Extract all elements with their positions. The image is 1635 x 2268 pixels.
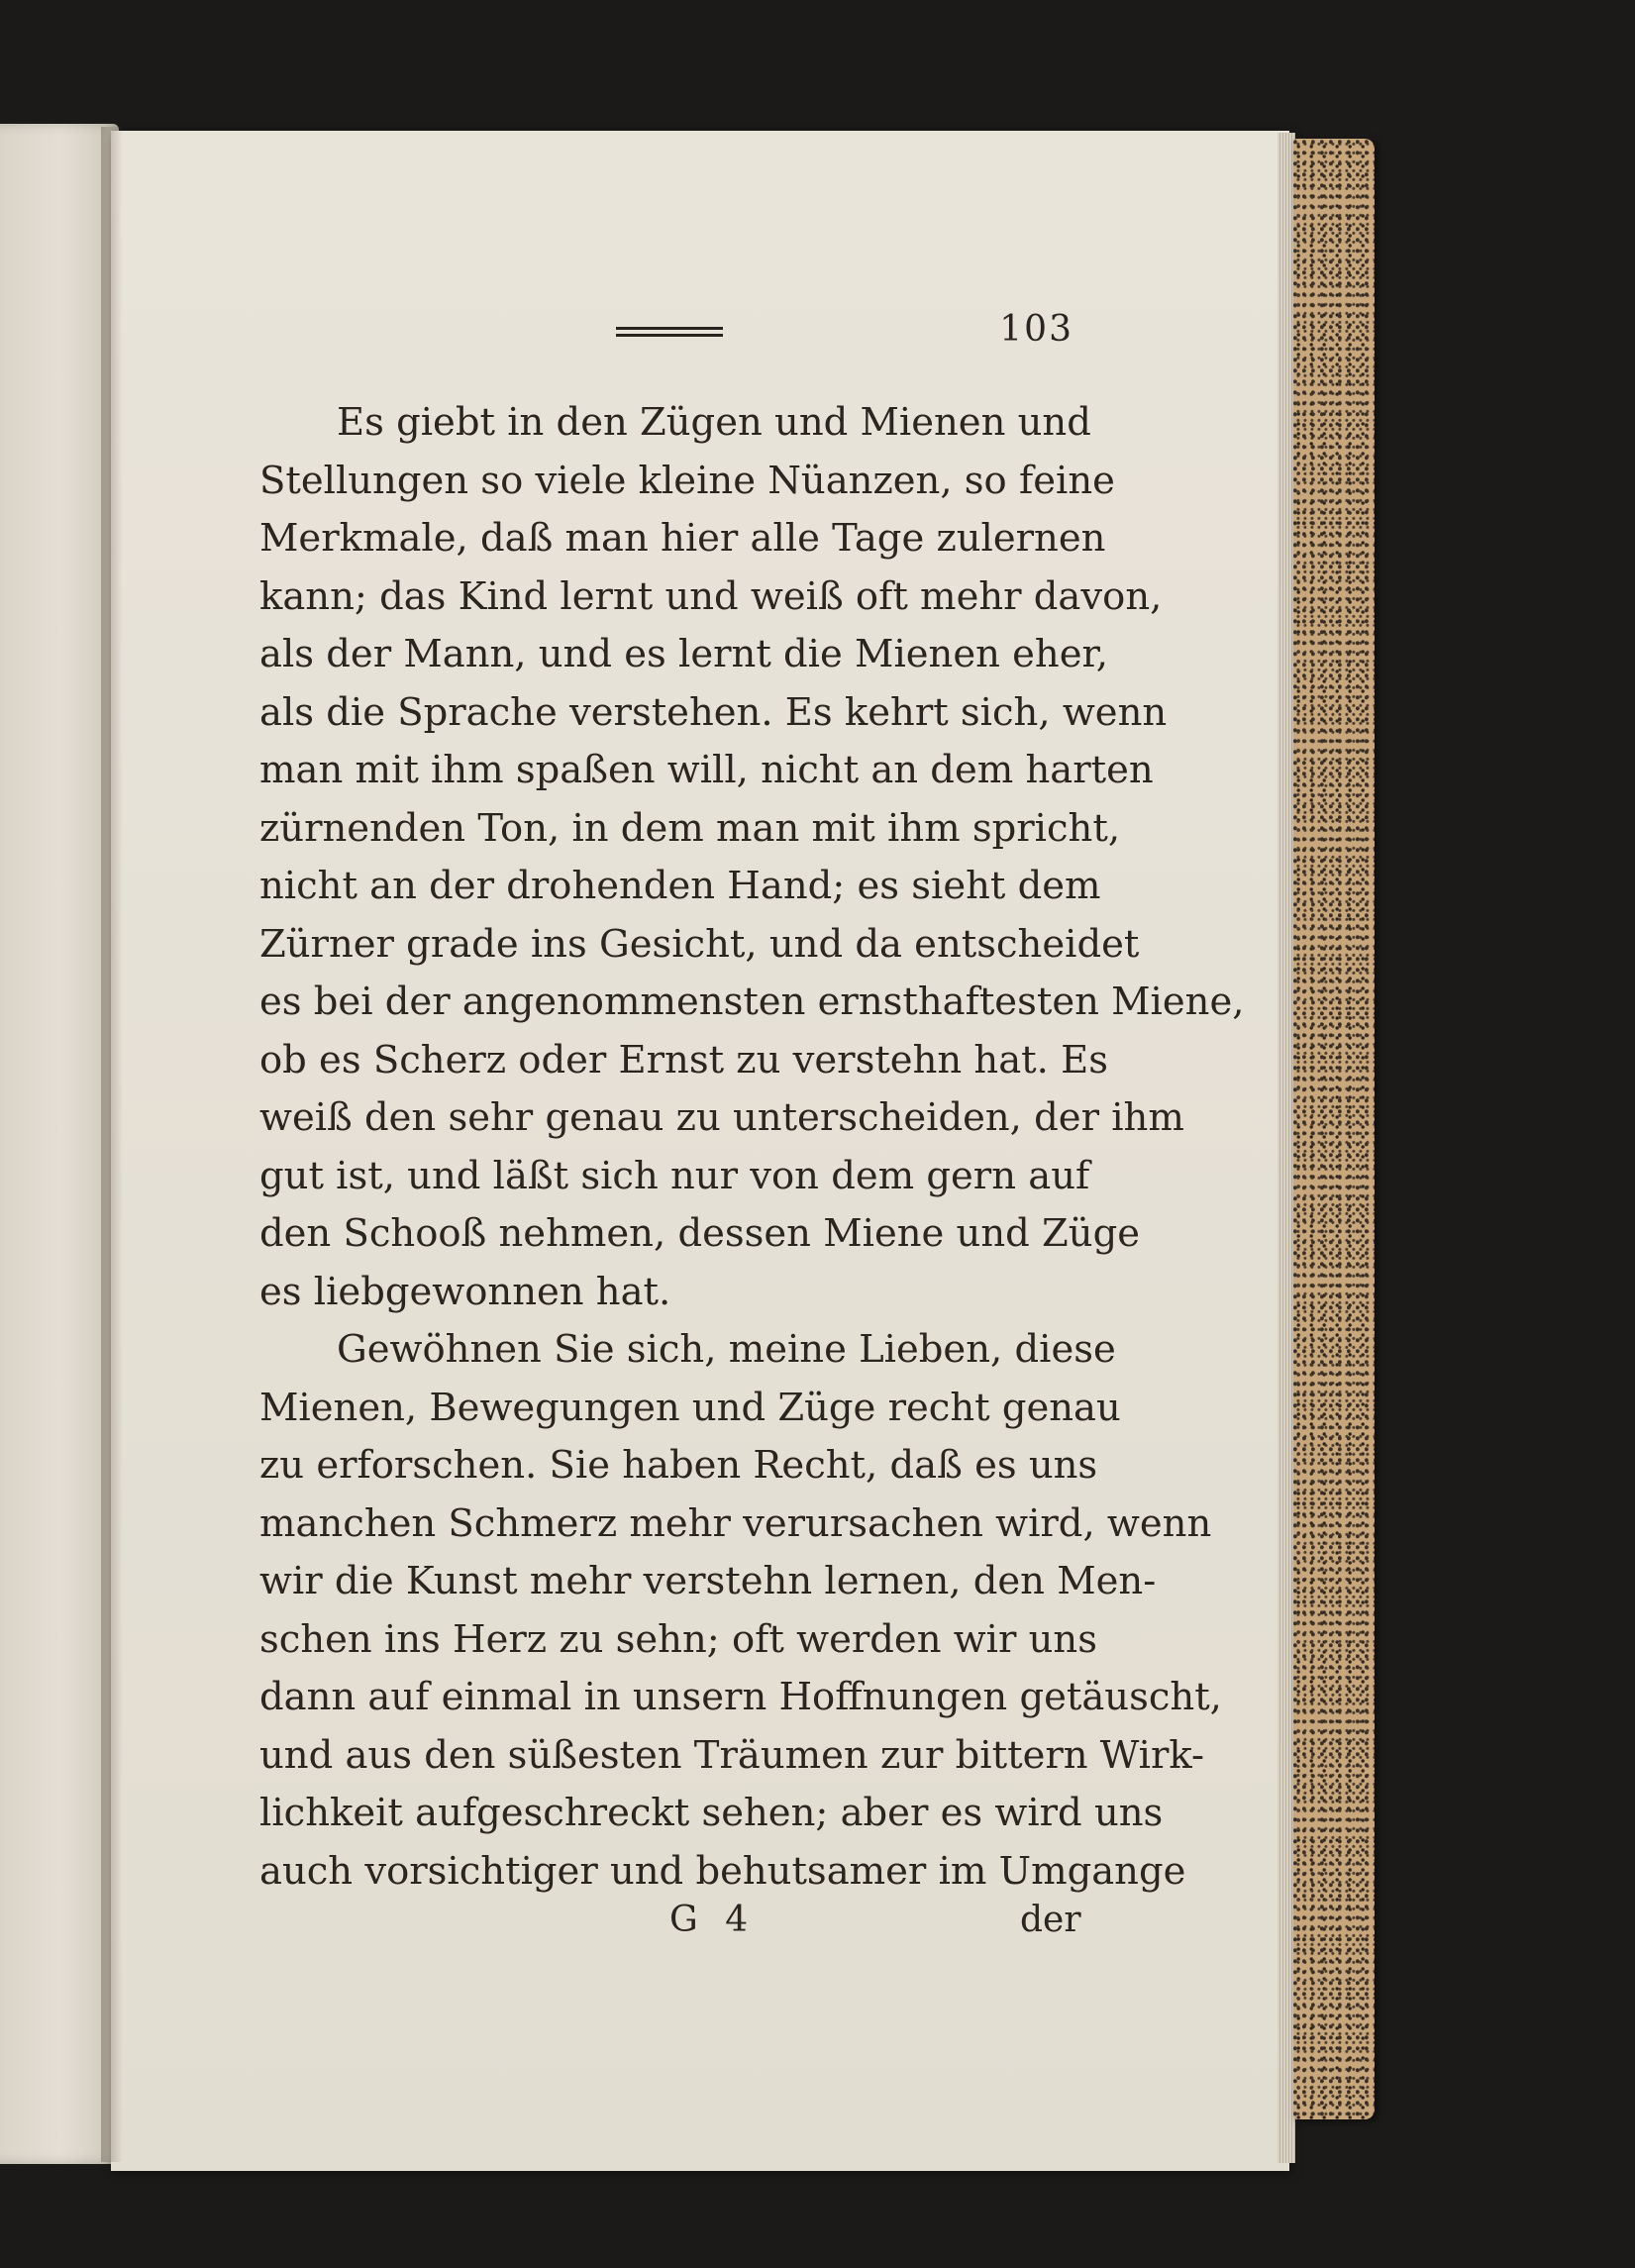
text-line: zu erforschen. Sie haben Recht, daß es uns [259, 1443, 1098, 1488]
text-line: weiß den sehr genau zu unterscheiden, der ihm [259, 1095, 1184, 1140]
text-line: nicht an der drohenden Hand; es sieht dem [259, 864, 1101, 908]
text-line: Es giebt in den Zügen und Mienen und [337, 400, 1091, 445]
text-line: dann auf einmal in unsern Hoffnungen getäuscht, [259, 1675, 1222, 1719]
book-gutter [101, 127, 123, 2162]
text-line: gut ist, und läßt sich nur von dem gern auf [259, 1153, 1090, 1198]
book-cover-board [1293, 139, 1375, 2119]
text-line: wir die Kunst mehr verstehn lernen, den Men- [259, 1559, 1157, 1603]
text-line: zürnenden Ton, in dem man mit ihm spricht, [259, 805, 1121, 851]
text-line: manchen Schmerz mehr verursachen wird, wenn [259, 1500, 1212, 1546]
header-rule-ornament [616, 327, 723, 341]
text-line: man mit ihm spaßen will, nicht an dem harten [259, 748, 1154, 792]
text-line: lichkeit aufgeschreckt sehen; aber es wird uns [259, 1791, 1164, 1835]
text-line: es liebgewonnen hat. [259, 1269, 671, 1314]
text-line: Zürner grade ins Gesicht, und da entscheidet [259, 921, 1140, 967]
text-line: Merkmale, daß man hier alle Tage zulernen [259, 516, 1106, 561]
text-line: kann; das Kind lernt und weiß oft mehr davon, [259, 573, 1163, 619]
text-line: den Schooß nehmen, dessen Miene und Züge [259, 1211, 1140, 1256]
text-line: auch vorsichtiger und behutsamer im Umgange [259, 1848, 1186, 1894]
text-line: und aus den süßesten Träumen zur bittern Wirk- [259, 1732, 1205, 1778]
text-line: es bei der angenommensten ernsthaftesten Miene, [259, 979, 1245, 1024]
text-line: schen ins Herz zu sehn; oft werden wir uns [259, 1616, 1097, 1662]
text-line: ob es Scherz oder Ernst zu verstehn hat. Es [259, 1037, 1108, 1082]
page-number: 103 [999, 309, 1073, 350]
text-line: als die Sprache verstehen. Es kehrt sich, wenn [259, 689, 1168, 735]
text-line: Gewöhnen Sie sich, meine Lieben, diese [337, 1327, 1116, 1372]
catchword: der [1020, 1900, 1081, 1940]
body-text [259, 394, 1245, 1901]
signature-mark: G 4 [669, 1900, 757, 1940]
text-line: als der Mann, und es lernt die Mienen eher, [259, 632, 1108, 676]
text-line: Mienen, Bewegungen und Züge recht genau [259, 1385, 1121, 1430]
text-line: Stellungen so viele kleine Nüanzen, so feine [259, 458, 1115, 503]
